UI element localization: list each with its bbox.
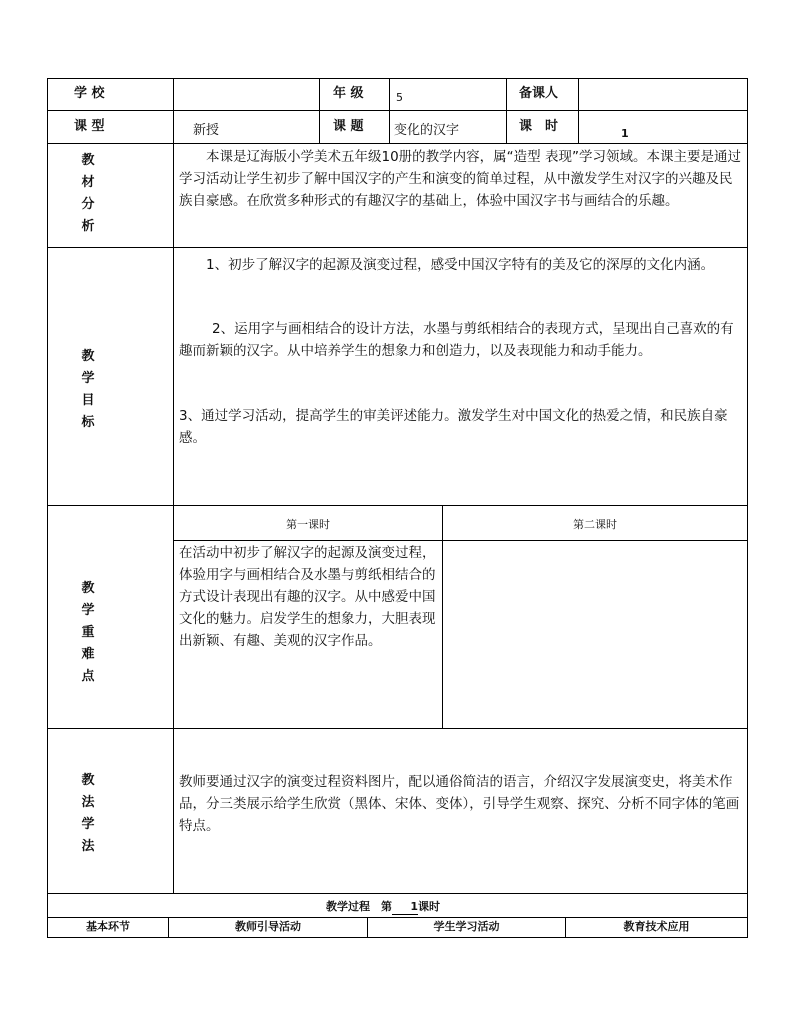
- preparer-label: 备课人: [519, 86, 559, 101]
- header-basic-step: 基本环节: [86, 920, 130, 933]
- grade-label: 年 级: [333, 86, 364, 101]
- label-char: 学: [81, 817, 95, 832]
- label-char: 重: [81, 625, 95, 640]
- rule: [47, 247, 748, 248]
- goal-item-1: 1、初步了解汉字的起源及演变过程，感受中国汉字特有的美及它的深厚的文化内涵。: [206, 257, 715, 273]
- process-title: [326, 897, 440, 917]
- topic-label: 课 题: [333, 119, 364, 134]
- rule: [47, 110, 748, 111]
- label-char: 法: [81, 795, 95, 810]
- label-char: 点: [81, 669, 95, 684]
- label-char: 分: [81, 197, 95, 212]
- rule: [442, 505, 443, 728]
- rule: [173, 78, 174, 893]
- label-char: 材: [81, 175, 95, 190]
- rule: [319, 78, 320, 143]
- header-tech-application: 教育技术应用: [623, 920, 690, 933]
- rule: [47, 937, 748, 938]
- rule: [47, 893, 748, 894]
- rule: [173, 540, 748, 541]
- rule: [578, 78, 579, 143]
- header-teacher-activity: 教师引导活动: [235, 920, 301, 933]
- rule: [47, 505, 748, 506]
- school-label: 学 校: [74, 86, 105, 101]
- rule: [47, 78, 748, 79]
- hours-label: 课 时: [519, 119, 559, 134]
- rule: [47, 78, 48, 938]
- topic-value: 变化的汉字: [394, 123, 460, 138]
- goal-item-2: 2、运用字与画相结合的设计方法，水墨与剪纸相结合的表现方式，呈现出自己喜欢的有趣而新颖的汉字。从中培养学生的想象力和创造力，以及表现能力和动手能力。: [179, 321, 734, 359]
- methods-label: [78, 770, 98, 858]
- rule: [47, 728, 748, 729]
- process-title-prefix: 教学过程 第: [326, 900, 392, 913]
- label-char: 目: [81, 393, 95, 408]
- methods-text: 教师要通过汉字的演变过程资料图片，配以通俗简洁的语言，介绍汉字发展演变史，将美术作品，分三类展示给学生欣赏（黑体、宋体、变体），引导学生观察、探究、分析不同字体的笔画特点。: [179, 774, 740, 834]
- rule: [747, 78, 748, 938]
- label-char: 教: [81, 153, 95, 168]
- goals-label: [78, 346, 98, 434]
- label-char: 教: [81, 773, 95, 788]
- label-char: 学: [81, 371, 95, 386]
- material-text: 本课是辽海版小学美术五年级10册的教学内容，属“造型 表现”学习领域。本课主要是通过学习活动让学生初步了解中国汉字的产生和演变的简单过程，从中激发学生对汉字的兴趣及民族自豪感。在欣赏多种形式的有趣汉字的基础上，体验中国汉字书与画结合的乐趣。: [179, 149, 741, 209]
- label-char: 标: [81, 415, 95, 430]
- label-char: 教: [81, 349, 95, 364]
- type-label: 课 型: [74, 119, 105, 134]
- type-value: 新授: [193, 123, 220, 138]
- grade-value: 5: [396, 91, 403, 104]
- rule: [389, 78, 390, 143]
- goal-item-3: 3、通过学习活动，提高学生的审美评述能力。激发学生对中国文化的热爱之情，和民族自豪感。: [179, 408, 728, 446]
- rule: [506, 78, 507, 143]
- first-lesson-text: 在活动中初步了解汉字的起源及演变过程，体验用字与画相结合及水墨与剪纸相结合的方式设计表现出有趣的汉字。从中感爱中国文化的魅力。启发学生的想象力，大胆表现出新颖、有趣、美观的汉字作品。: [179, 545, 436, 649]
- second-lesson-header: 第二课时: [573, 518, 617, 531]
- key-points-label: [78, 578, 98, 688]
- label-char: 难: [81, 647, 95, 662]
- material-label: [78, 150, 98, 238]
- first-lesson-header: 第一课时: [286, 518, 330, 531]
- label-char: 析: [81, 219, 95, 234]
- label-char: 学: [81, 603, 95, 618]
- header-student-activity: 学生学习活动: [433, 920, 500, 933]
- label-char: 教: [81, 581, 95, 596]
- rule: [47, 143, 748, 144]
- process-title-suffix: 课时: [418, 900, 440, 913]
- hours-value: 1: [621, 127, 629, 140]
- process-title-number: 1: [392, 900, 418, 915]
- label-char: 法: [81, 839, 95, 854]
